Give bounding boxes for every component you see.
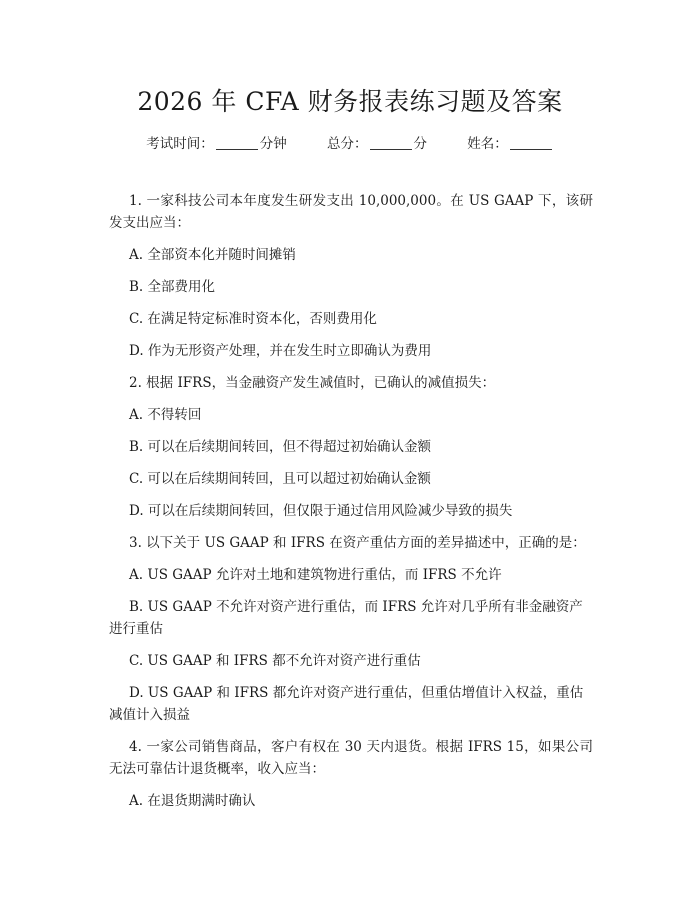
question-2-option-c: C. 可以在后续期间转回，且可以超过初始确认金额 <box>129 471 431 487</box>
question-1-option-d: D. 作为无形资产处理，并在发生时立即确认为费用 <box>129 343 432 359</box>
exam-time-unit: 分钟 <box>259 136 287 152</box>
question-2-option-b: B. 可以在后续期间转回，但不得超过初始确认金额 <box>129 439 432 455</box>
question-3: 3. 以下关于 US GAAP 和 IFRS 在资产重估方面的差异描述中，正确的是： <box>129 535 586 551</box>
question-2: 2. 根据 IFRS，当金融资产发生减值时，已确认的减值损失： <box>129 375 496 391</box>
student-name-blank <box>510 149 552 150</box>
exam-meta <box>0 132 700 152</box>
question-3-option-b: B. US GAAP 不允许对资产进行重估，而 IFRS 允许对几乎所有非金融资产进行重估 <box>109 599 583 637</box>
question-1-option-a: A. 全部资本化并随时间摊销 <box>129 247 296 263</box>
exam-time-blank <box>216 149 258 150</box>
exam-time <box>146 132 287 152</box>
question-4-option-a: A. 在退货期满时确认 <box>129 793 256 809</box>
total-score-blank <box>370 149 412 150</box>
student-name <box>467 132 554 152</box>
student-name-label: 姓名： <box>467 136 508 152</box>
question-1-option-c: C. 在满足特定标准时资本化，否则费用化 <box>129 311 377 327</box>
total-score-label: 总分： <box>327 136 368 152</box>
total-score-unit: 分 <box>413 136 427 152</box>
question-1-option-b: B. 全部费用化 <box>129 279 216 295</box>
question-1: 1. 一家科技公司本年度发生研发支出 10,000,000。在 US GAAP 下，该研发支出应当： <box>109 193 593 231</box>
question-3-option-d: D. US GAAP 和 IFRS 都允许对资产进行重估，但重估增值计入权益，重估减值计入损益 <box>109 685 584 723</box>
exam-time-label: 考试时间： <box>146 136 214 152</box>
total-score <box>327 132 427 152</box>
question-4: 4. 一家公司销售商品，客户有权在 30 天内退货。根据 IFRS 15，如果公司无法可靠估计退货概率，收入应当： <box>109 739 593 777</box>
question-list <box>109 190 593 822</box>
question-3-option-a: A. US GAAP 允许对土地和建筑物进行重估，而 IFRS 不允许 <box>129 567 502 583</box>
question-2-option-a: A. 不得转回 <box>129 407 202 423</box>
question-3-option-c: C. US GAAP 和 IFRS 都不允许对资产进行重估 <box>129 653 421 669</box>
question-2-option-d: D. 可以在后续期间转回，但仅限于通过信用风险减少导致的损失 <box>129 503 513 519</box>
document-title: 2026 年 CFA 财务报表练习题及答案 <box>137 87 563 116</box>
